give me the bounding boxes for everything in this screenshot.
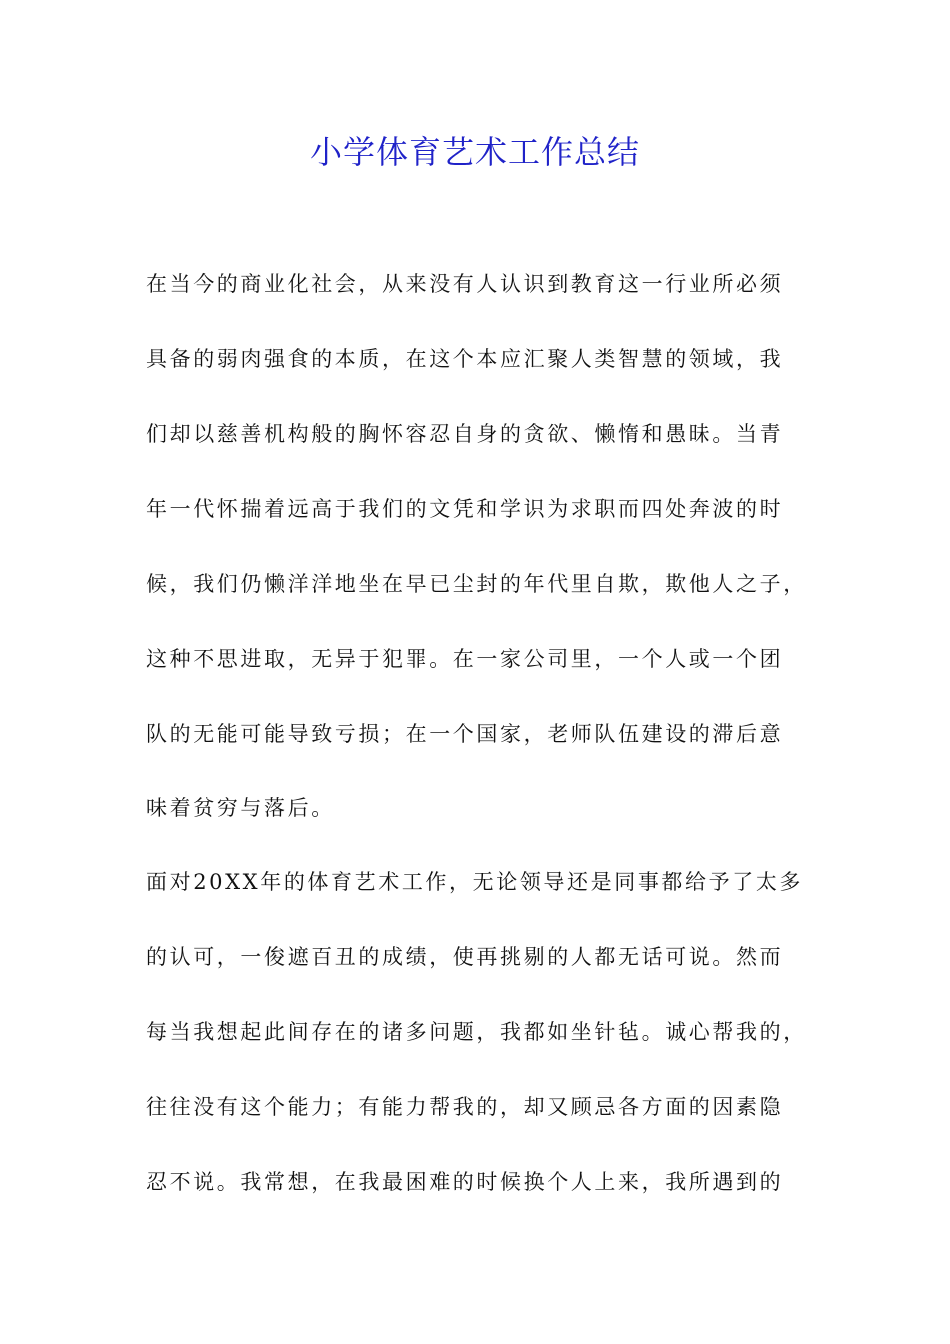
paragraph-line: 队的无能可能导致亏损；在一个国家，老师队伍建设的滞后意 [146,722,784,746]
paragraph-line: 年一代怀揣着远高于我们的文凭和学识为求职而四处奔波的时 [146,497,784,521]
paragraph-line: 们却以慈善机构般的胸怀容忍自身的贪欲、懒惰和愚昧。当青 [146,422,784,446]
paragraph-line: 往往没有这个能力；有能力帮我的，却又顾忌各方面的因素隐 [146,1095,784,1119]
document-title: 小学体育艺术工作总结 [309,133,640,171]
paragraph-line: 面对20XX年的体育艺术工作，无论领导还是同事都给予了太多 [146,870,804,894]
paragraph-line: 具备的弱肉强食的本质，在这个本应汇聚人类智慧的领域，我 [146,347,784,371]
paragraph-line: 这种不思进取，无异于犯罪。在一家公司里，一个人或一个团 [146,647,784,671]
paragraph-line: 味着贫穷与落后。 [146,796,335,820]
paragraph-line: 候，我们仍懒洋洋地坐在早已尘封的年代里自欺，欺他人之子， [146,572,807,596]
paragraph-line: 在当今的商业化社会，从来没有人认识到教育这一行业所必须 [146,272,784,296]
paragraph-line: 忍不说。我常想，在我最困难的时候换个人上来，我所遇到的 [146,1170,784,1194]
paragraph-line: 的认可，一俊遮百丑的成绩，使再挑剔的人都无话可说。然而 [146,945,784,969]
paragraph-line: 每当我想起此间存在的诸多问题，我都如坐针毡。诚心帮我的， [146,1020,807,1044]
